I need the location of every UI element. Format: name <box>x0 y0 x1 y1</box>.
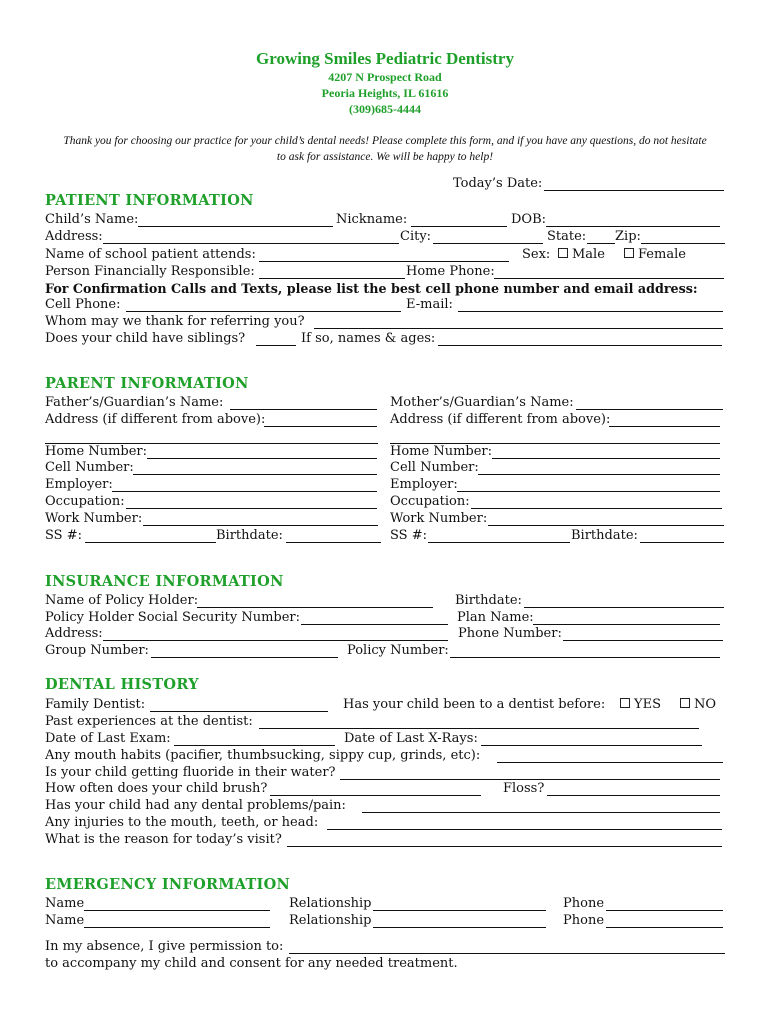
no-label: NO <box>694 697 717 712</box>
emergency-heading: EMERGENCY INFORMATION <box>45 876 291 893</box>
financial-field[interactable] <box>259 264 405 279</box>
cell-phone-label: Cell Phone: <box>45 297 121 312</box>
sex-female-option[interactable] <box>618 247 686 262</box>
email-label: E-mail: <box>406 297 453 312</box>
dob-field[interactable] <box>546 212 720 227</box>
male-label: Male <box>572 247 605 262</box>
father-address-line2[interactable] <box>45 429 378 444</box>
problems-field[interactable] <box>362 798 720 813</box>
father-occupation-label: Occupation: <box>45 494 125 509</box>
mother-work-field[interactable] <box>488 511 724 526</box>
emergency-relationship-1-field[interactable] <box>373 896 546 911</box>
address-field[interactable] <box>103 229 399 244</box>
mother-employer-label: Employer: <box>390 477 458 492</box>
mother-birthdate-field[interactable] <box>640 528 724 543</box>
female-checkbox[interactable] <box>624 248 634 258</box>
mother-address-label: Address (if different from above): <box>390 412 611 427</box>
practice-name: Growing Smiles Pediatric Dentistry <box>256 49 514 68</box>
mother-employer-field[interactable] <box>457 477 720 492</box>
injuries-label: Any injuries to the mouth, teeth, or head: <box>45 815 319 830</box>
reason-label: What is the reason for today’s visit? <box>45 832 282 847</box>
intro-text: Thank you for choosing our practice for your child’s dental needs! Please complete this form, and if you have any questions, do not hesitate to ask for assistance. We will be happy to help! <box>63 135 707 163</box>
female-label: Female <box>638 247 686 262</box>
no-checkbox[interactable] <box>680 698 690 708</box>
father-name-field[interactable] <box>230 395 377 410</box>
last-exam-field[interactable] <box>174 731 335 746</box>
mother-home-label: Home Number: <box>390 444 493 459</box>
city-field[interactable] <box>433 229 543 244</box>
mother-work-label: Work Number: <box>390 511 488 526</box>
insurance-heading: INSURANCE INFORMATION <box>45 573 284 590</box>
mother-occupation-field[interactable] <box>471 494 722 509</box>
father-name-label: Father’s/Guardian’s Name: <box>45 395 224 410</box>
email-field[interactable] <box>458 297 723 312</box>
child-name-field[interactable] <box>138 212 333 227</box>
brush-label: How often does your child brush? <box>45 781 268 796</box>
referral-label: Whom may we thank for referring you? <box>45 314 305 329</box>
dental-heading: DENTAL HISTORY <box>45 676 199 693</box>
yes-option[interactable] <box>614 697 661 712</box>
home-phone-field[interactable] <box>494 264 724 279</box>
consent-text: to accompany my child and consent for any needed treatment. <box>45 956 458 971</box>
father-cell-label: Cell Number: <box>45 460 134 475</box>
referral-field[interactable] <box>314 314 723 329</box>
school-label: Name of school patient attends: <box>45 247 256 262</box>
floss-field[interactable] <box>547 781 720 796</box>
floss-label: Floss? <box>503 781 545 796</box>
insurance-address-field[interactable] <box>103 626 448 641</box>
insurance-address-label: Address: <box>45 626 103 641</box>
group-number-field[interactable] <box>151 643 338 658</box>
emergency-phone-2-field[interactable] <box>606 913 723 928</box>
policy-holder-field[interactable] <box>197 593 433 608</box>
emergency-name-2-field[interactable] <box>84 913 270 928</box>
last-exam-label: Date of Last Exam: <box>45 731 171 746</box>
confirmation-note: For Confirmation Calls and Texts, please list the best cell phone number and email address: <box>45 281 698 296</box>
holder-ssn-label: Policy Holder Social Security Number: <box>45 610 301 625</box>
mother-occupation-label: Occupation: <box>390 494 470 509</box>
mother-address-line2[interactable] <box>390 429 720 444</box>
mother-birthdate-label: Birthdate: <box>571 528 638 543</box>
father-cell-field[interactable] <box>133 460 377 475</box>
zip-field[interactable] <box>641 229 725 244</box>
insurance-phone-label: Phone Number: <box>458 626 562 641</box>
plan-name-field[interactable] <box>533 610 720 625</box>
emergency-phone-1-field[interactable] <box>606 896 723 911</box>
father-address-label: Address (if different from above): <box>45 412 266 427</box>
mother-cell-label: Cell Number: <box>390 460 479 475</box>
sex-male-option[interactable] <box>552 247 605 262</box>
child-name-label: Child’s Name: <box>45 212 139 227</box>
fluoride-field[interactable] <box>340 765 720 780</box>
father-birthdate-label: Birthdate: <box>216 528 283 543</box>
mother-name-label: Mother’s/Guardian’s Name: <box>390 395 574 410</box>
group-number-label: Group Number: <box>45 643 149 658</box>
mother-cell-field[interactable] <box>478 460 720 475</box>
insurance-phone-field[interactable] <box>563 626 723 641</box>
practice-city: Peoria Heights, IL 61616 <box>321 86 449 100</box>
home-phone-label: Home Phone: <box>406 264 495 279</box>
past-experiences-label: Past experiences at the dentist: <box>45 714 253 729</box>
policy-number-field[interactable] <box>450 643 720 658</box>
last-xrays-label: Date of Last X-Rays: <box>344 731 478 746</box>
fluoride-label: Is your child getting fluoride in their water? <box>45 765 336 780</box>
mother-address-field[interactable] <box>609 412 720 427</box>
emergency-phone-1-label: Phone <box>563 896 605 911</box>
siblings-field[interactable] <box>256 331 296 346</box>
father-home-label: Home Number: <box>45 444 148 459</box>
emergency-relationship-1-label: Relationship <box>289 896 372 911</box>
siblings-names-field[interactable] <box>438 331 722 346</box>
nickname-label: Nickname: <box>336 212 408 227</box>
father-employer-label: Employer: <box>45 477 113 492</box>
emergency-phone-2-label: Phone <box>563 913 605 928</box>
mother-ss-label: SS #: <box>390 528 427 543</box>
last-xrays-field[interactable] <box>481 731 702 746</box>
plan-name-label: Plan Name: <box>457 610 534 625</box>
policy-number-label: Policy Number: <box>347 643 449 658</box>
city-label: City: <box>400 229 432 244</box>
holder-ssn-field[interactable] <box>301 610 448 625</box>
mother-name-field[interactable] <box>576 395 723 410</box>
mother-ss-field[interactable] <box>428 528 570 543</box>
father-ss-label: SS #: <box>45 528 82 543</box>
school-field[interactable] <box>259 247 509 262</box>
dob-label: DOB: <box>511 212 547 227</box>
reason-field[interactable] <box>287 832 722 847</box>
holder-birthdate-field[interactable] <box>524 593 724 608</box>
sex-label: Sex: <box>522 247 551 262</box>
father-address-field[interactable] <box>264 412 377 427</box>
policy-holder-label: Name of Policy Holder: <box>45 593 199 608</box>
father-birthdate-field[interactable] <box>286 528 381 543</box>
habits-label: Any mouth habits (pacifier, thumbsucking, sippy cup, grinds, etc): <box>45 748 481 763</box>
no-option[interactable] <box>674 697 716 712</box>
yes-label: YES <box>634 697 661 712</box>
problems-label: Has your child had any dental problems/pain: <box>45 798 346 813</box>
emergency-relationship-2-label: Relationship <box>289 913 372 928</box>
zip-label: Zip: <box>615 229 641 244</box>
yes-checkbox[interactable] <box>620 698 630 708</box>
male-checkbox[interactable] <box>558 248 568 258</box>
address-label: Address: <box>45 229 103 244</box>
father-employer-field[interactable] <box>112 477 377 492</box>
financial-label: Person Financially Responsible: <box>45 264 255 279</box>
family-dentist-label: Family Dentist: <box>45 697 146 712</box>
siblings-label: Does your child have siblings? <box>45 331 246 346</box>
injuries-field[interactable] <box>327 815 722 830</box>
practice-address: 4207 N Prospect Road <box>328 70 442 84</box>
past-experiences-field[interactable] <box>259 714 699 729</box>
parent-heading: PARENT INFORMATION <box>45 375 249 392</box>
emergency-name-1-field[interactable] <box>84 896 270 911</box>
siblings-names-label: If so, names & ages: <box>301 331 436 346</box>
practice-phone: (309)685-4444 <box>349 102 421 116</box>
father-ss-field[interactable] <box>85 528 216 543</box>
nickname-field[interactable] <box>411 212 507 227</box>
patient-heading: PATIENT INFORMATION <box>45 192 254 209</box>
emergency-relationship-2-field[interactable] <box>373 913 546 928</box>
state-label: State: <box>547 229 587 244</box>
father-occupation-field[interactable] <box>126 494 377 509</box>
father-work-label: Work Number: <box>45 511 143 526</box>
permission-field[interactable] <box>289 939 725 954</box>
todays-date-field[interactable] <box>544 176 724 191</box>
been-before-label: Has your child been to a dentist before: <box>343 697 606 712</box>
holder-birthdate-label: Birthdate: <box>455 593 522 608</box>
family-dentist-field[interactable] <box>150 697 328 712</box>
todays-date-label: Today’s Date: <box>453 176 543 191</box>
brush-field[interactable] <box>270 781 481 796</box>
mother-home-field[interactable] <box>492 444 720 459</box>
permission-label: In my absence, I give permission to: <box>45 939 284 954</box>
father-work-field[interactable] <box>143 511 378 526</box>
father-home-field[interactable] <box>147 444 377 459</box>
emergency-name-1-label: Name <box>45 896 85 911</box>
emergency-name-2-label: Name <box>45 913 85 928</box>
state-field[interactable] <box>587 229 615 244</box>
habits-field[interactable] <box>497 748 723 763</box>
cell-phone-field[interactable] <box>126 297 401 312</box>
